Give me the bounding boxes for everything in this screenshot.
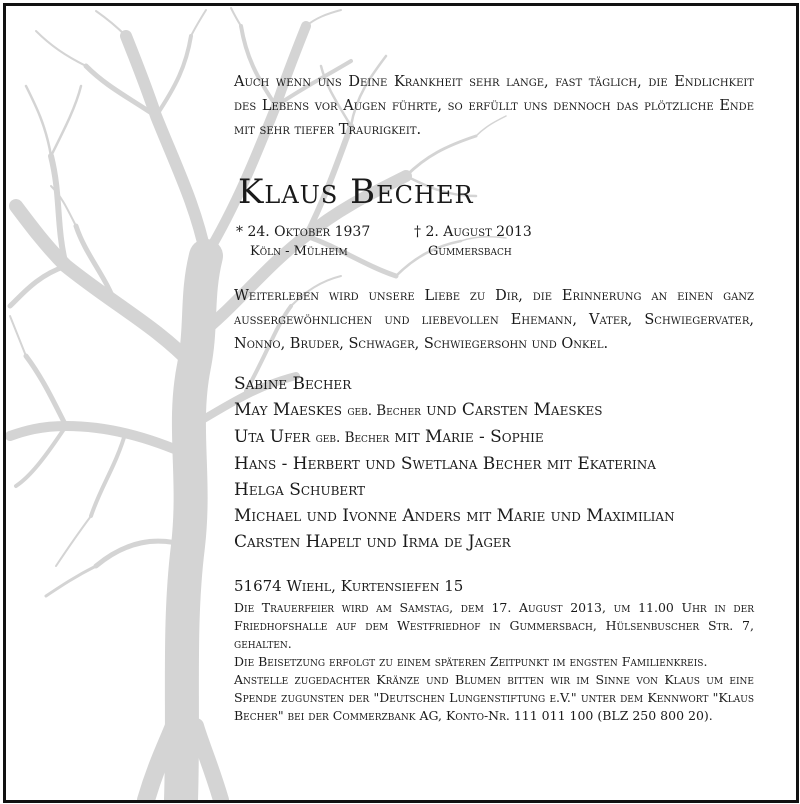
birth-place: Köln - Mülheim — [250, 244, 348, 259]
death-symbol: † — [414, 224, 421, 240]
family-member: Carsten Hapelt und Irma de Jager — [234, 531, 511, 552]
notice-content — [234, 70, 754, 725]
death-place: Gummersbach — [428, 244, 512, 259]
address: 51674 Wiehl, Kurtensiefen 15 — [234, 576, 464, 595]
family-list — [234, 371, 754, 555]
birth-symbol: * — [236, 224, 243, 240]
life-dates — [234, 222, 754, 262]
donation-info: Anstelle zugedachter Kränze und Blumen bitten wir im Sinne von Klaus um eine Spende zugunsten der "Deutschen Lungenstiftung e.V." unter dem Kennwort "Klaus Becher" bei der Commerzbank AG, Konto-Nr. 111 011 100 (BLZ 250 800 20). — [234, 671, 754, 723]
funeral-info: Die Trauerfeier wird am Samstag, dem 17. August 2013, um 11.00 Uhr in der Friedhofshalle auf dem Westfriedhof in Gummersbach, Hülsenbuscher Str. 7, gehalten. — [234, 599, 754, 651]
family-member: Uta Ufer geb. Becher mit Marie - Sophie — [234, 426, 544, 447]
birth-info — [236, 222, 370, 262]
family-member: Sabine Becher — [234, 373, 352, 394]
family-member: Hans - Herbert und Swetlana Becher mit Ekaterina — [234, 453, 656, 474]
death-date: 2. August 2013 — [425, 224, 532, 240]
deceased-name: Klaus Becher — [238, 172, 474, 212]
death-info — [414, 222, 532, 262]
family-member: Michael und Ivonne Anders mit Marie und Maximilian — [234, 505, 675, 526]
family-member: Helga Schubert — [234, 479, 366, 500]
tribute-text: Weiterleben wird unsere Liebe zu Dir, die Erinnerung an einen ganz aussergewöhnlichen und liebevollen Ehemann, Vater, Schwiegervater, Nonno, Bruder, Schwager, Schwiegersohn und Onkel. — [234, 288, 754, 352]
intro-text: Auch wenn uns Deine Krankheit sehr lange, fast täglich, die Endlichkeit des Lebens vor Augen führte, so erfüllt uns dennoch das plötzliche Ende mit sehr tiefer Traurigkeit. — [234, 74, 754, 138]
birth-date: 24. Oktober 1937 — [247, 224, 371, 240]
burial-info: Die Beisetzung erfolgt zu einem späteren Zeitpunkt im engsten Familienkreis. — [234, 653, 708, 669]
notice-frame — [3, 3, 799, 803]
funeral-notes — [234, 599, 754, 725]
family-member: May Maeskes geb. Becher und Carsten Maeskes — [234, 399, 603, 420]
